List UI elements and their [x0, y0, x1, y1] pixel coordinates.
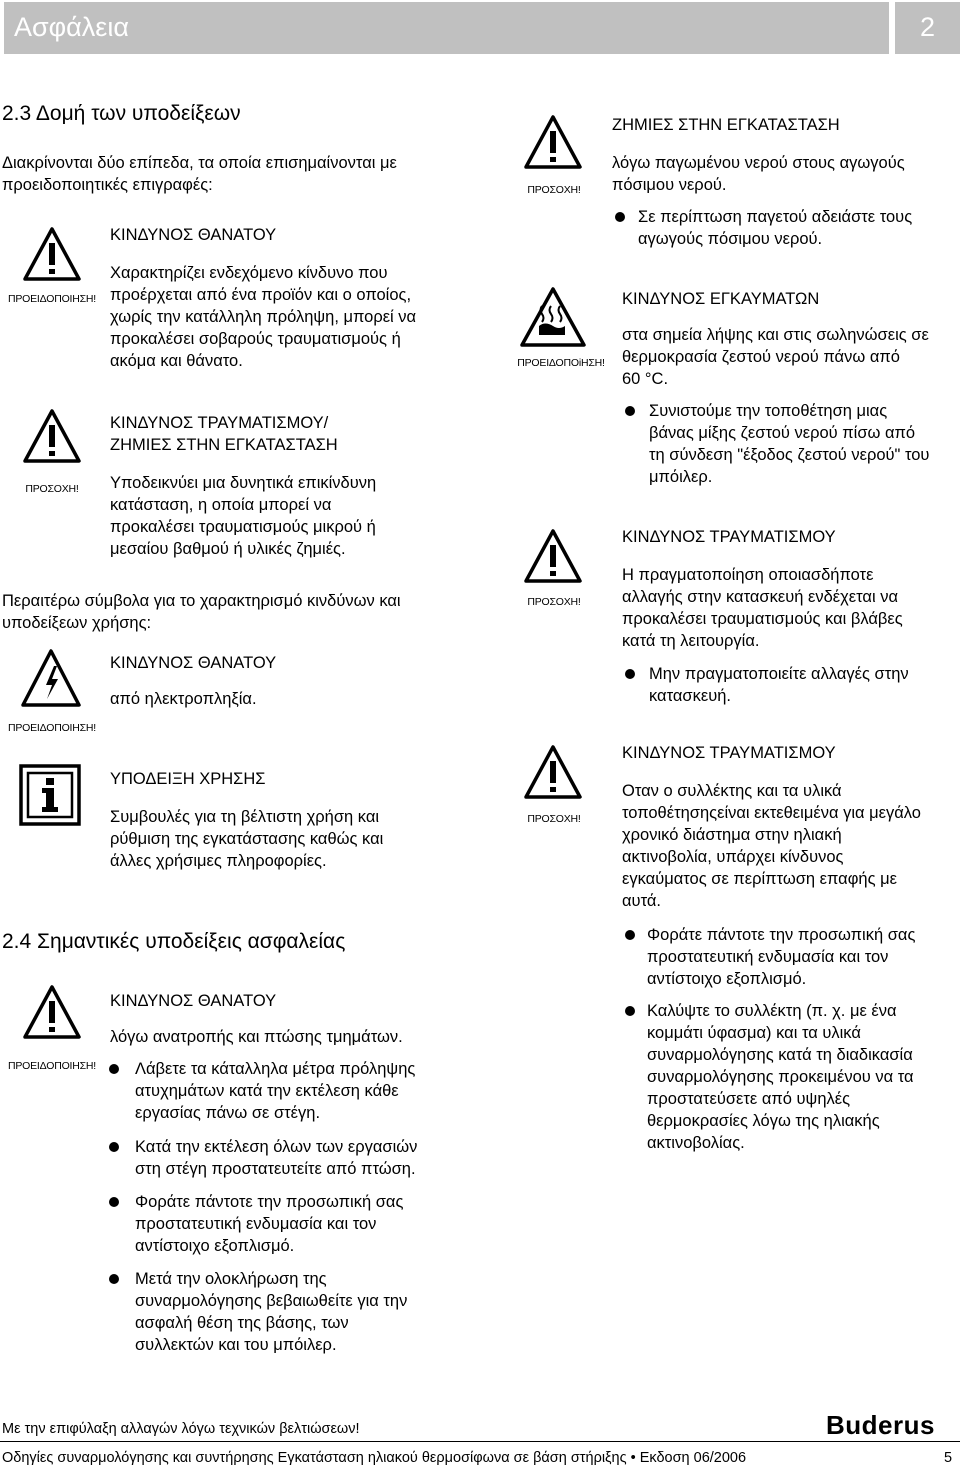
injury2-body-line: ακτινοβολία, υπάρχει κίνδυνος [622, 848, 844, 866]
section-2-4-heading: 2.4 Σημαντικές υποδείξεις ασφαλείας [2, 930, 346, 953]
caution-body-line: κατάσταση, η οποία μπορεί να [110, 496, 332, 514]
injury2-bullet-line: θερμοκρασίες λόγω της ηλιακής [647, 1112, 880, 1130]
caution-body-line: Υποδεικνύει μια δυνητικά επικίνδυνη [110, 474, 377, 492]
warning-triangle-icon [22, 984, 82, 1040]
sec24-bullet-line: εργασίας πάνω σε στέγη. [135, 1104, 321, 1122]
frost-title: ΖΗΜΙΕΣ ΣΤΗΝ ΕΓΚΑΤΑΣΤΑΣΗ [612, 116, 840, 134]
header-title-bar [4, 2, 889, 54]
sec24-bullet-line: Φοράτε πάντοτε την προσωπική σας [135, 1193, 404, 1211]
frost-bullet-line: αγωγούς πόσιμου νερού. [638, 230, 823, 248]
buderus-logo: Buderus [826, 1410, 935, 1440]
injury2-title: ΚΙΝΔΥΝΟΣ ΤΡΑΥΜΑΤΙΣΜΟΥ [622, 744, 836, 762]
sec24-bullet-line: συλλεκτών και του μπόιλερ. [135, 1336, 337, 1354]
warning-triangle-icon [523, 528, 583, 584]
injury2-bullet-line: συναρμολόγησης προκειμένου να τα [647, 1068, 914, 1086]
danger-body-line: χωρίς την κατάλληλη πρόληψη, μπορεί να [110, 308, 417, 326]
injury2-bullet-line: Καλύψτε το συλλέκτη (π. χ. με ένα [647, 1002, 897, 1020]
injury2-signal-word: ΠΡΟΣΟΧΗ! [527, 813, 581, 825]
caution-title-line-2: ΖΗΜΙΕΣ ΣΤΗΝ ΕΓΚΑΤΑΣΤΑΣΗ [110, 436, 338, 454]
burn-title: ΚΙΝΔΥΝΟΣ ΕΓΚΑΥΜΑΤΩΝ [622, 290, 820, 308]
frost-body-line: πόσιμου νερού. [612, 176, 727, 194]
injury1-bullet-line: κατασκευή. [649, 687, 731, 705]
injury2-bullet-line: προστατεύσετε από υψηλές [647, 1090, 851, 1108]
injury2-bullet-line: αντίστοιχο εξοπλισμό. [647, 970, 807, 988]
danger-body-line: ακόμα και θάνατο. [110, 352, 243, 370]
danger-title: ΚΙΝΔΥΝΟΣ ΘΑΝΑΤΟΥ [110, 226, 277, 244]
injury2-bullet-line: προστατευτική ενδυμασία και τον [647, 948, 889, 966]
further-symbols-line-1: Περαιτέρω σύμβολα για το χαρακτηρισμό κινδύνων και [2, 592, 401, 610]
injury2-body-line: Οταν ο συλλέκτης και τα υλικά [622, 782, 842, 800]
bullet-dot [109, 1197, 119, 1207]
burn-bullet-line: Συνιστούμε την τοποθέτηση μιας [649, 402, 888, 420]
chapter-number: 2 [919, 12, 936, 42]
header-chapter-box [895, 2, 960, 54]
injury2-body-line: τοποθέτησηςείναι εκτεθειμένα για μεγάλο [622, 804, 921, 822]
warning-triangle-icon [22, 226, 82, 282]
usage-title: ΥΠΟΔΕΙΞΗ ΧΡΗΣΗΣ [110, 770, 266, 788]
section-2-3-intro-line-2: προειδοποιητικές επιγραφές: [2, 176, 213, 194]
injury2-bullet-line: ακτινοβολίας. [647, 1134, 745, 1152]
burn-bullet-line: μπόιλερ. [649, 468, 713, 486]
caution-title-line-1: ΚΙΝΔΥΝΟΣ ΤΡΑΥΜΑΤΙΣΜΟΥ/ [110, 414, 329, 432]
bullet-dot [109, 1274, 119, 1284]
injury1-body-line: κατά τη λειτουργία. [622, 632, 760, 650]
injury2-body-line: χρονικό διάστημα στην ηλιακή [622, 826, 842, 844]
usage-body-line: ρύθμιση της εγκατάστασης καθώς και [110, 830, 384, 848]
caution-body-line: μεσαίου βαθμού ή υλικές ζημιές. [110, 540, 346, 558]
bullet-dot [625, 930, 635, 940]
bullet-dot [109, 1064, 119, 1074]
warning-triangle-icon [22, 408, 82, 464]
further-symbols-line-2: υποδείξεων χρήσης: [2, 614, 152, 632]
warning-triangle-icon [523, 744, 583, 800]
bullet-dot [615, 212, 625, 222]
sec24-signal-word: ΠΡΟΕΙΔΟΠΟΙΗΣΗ! [7, 1060, 97, 1072]
burn-body-line: στα σημεία λήψης και στις σωληνώσεις σε [622, 326, 929, 344]
sec24-bullet-line: στη στέγη προστατευτείτε από πτώση. [135, 1160, 416, 1178]
sec24-bullet-line: αντίστοιχο εξοπλισμό. [135, 1237, 295, 1255]
sec24-bullet-line: προστατευτική ενδυμασία και τον [135, 1215, 377, 1233]
warning-triangle-icon [523, 114, 583, 170]
usage-body-line: άλλες χρήσιμες πληροφορίες. [110, 852, 327, 870]
injury1-body-line: αλλαγής στην κατασκευή ενδέχεται να [622, 588, 899, 606]
bullet-dot [625, 669, 635, 679]
sec24-bullet-line: Κατά την εκτέλεση όλων των εργασιών [135, 1138, 418, 1156]
sec24-bullet-line: ασφαλή θέση της βάσης, των [135, 1314, 349, 1332]
injury1-signal-word: ΠΡΟΣΟΧΗ! [527, 596, 581, 608]
footer-document-title: Οδηγίες συναρμολόγησης και συντήρησης Εγκατάσταση ηλιακού θερμοσίφωνα σε βάση στήριξης • Εκδοση 06/2006 [2, 1450, 747, 1466]
burn-signal-word: ΠΡΟΕΙΔΟΠΟiΗΣΗ! [517, 357, 605, 369]
injury2-bullet-line: Φοράτε πάντοτε την προσωπική σας [647, 926, 916, 944]
bullet-dot [625, 406, 635, 416]
danger-body-line: προκαλέσει σοβαρούς τραυματισμούς ή [110, 330, 401, 348]
bullet-dot [109, 1142, 119, 1152]
electric-shock-warning-icon [20, 648, 82, 708]
danger-body-line: προέρχεται από ένα προϊόν και ο οποίος, [110, 286, 412, 304]
page-title: Ασφάλεια [14, 12, 129, 42]
frost-bullet-line: Σε περίπτωση παγετού αδειάστε τους [638, 208, 913, 226]
electric-signal-word: ΠΡΟΕΙΔΟΠΟΙΗΣΗ! [7, 722, 97, 734]
burn-body-line: 60 °C. [622, 370, 669, 388]
caution-body-line: προκαλέσει τραυματισμούς μικρού ή [110, 518, 376, 536]
page-number: 5 [944, 1450, 953, 1466]
electric-title: ΚΙΝΔΥΝΟΣ ΘΑΝΑΤΟΥ [110, 654, 277, 672]
sec24-bullet-line: Μετά την ολοκλήρωση της [135, 1270, 327, 1288]
sec24-title: ΚΙΝΔΥΝΟΣ ΘΑΝΑΤΟΥ [110, 992, 277, 1010]
footer-disclaimer: Με την επιφύλαξη αλλαγών λόγω τεχνικών βελτιώσεων! [2, 1421, 360, 1437]
caution-signal-word: ΠΡΟΣΟΧΗ! [25, 483, 79, 495]
burn-bullet-line: τη σύνδεση "έξοδος ζεστού νερού" του [649, 446, 930, 464]
injury2-body-line: αυτά. [622, 892, 661, 910]
info-note-icon [19, 764, 81, 826]
injury2-bullet-line: συναρμολόγησης κατά τη διαδικασία [647, 1046, 913, 1064]
burn-bullet-line: βάνας μίξης ζεστού νερού πίσω από [649, 424, 916, 442]
injury1-bullet-line: Μην πραγματοποιείτε αλλαγές στην [649, 665, 909, 683]
bullet-dot [625, 1006, 635, 1016]
sec24-bullet-line: Λάβετε τα κάταλληλα μέτρα πρόληψης [135, 1060, 416, 1078]
footer-rule [0, 1441, 960, 1442]
frost-body-line: λόγω παγωμένου νερού στους αγωγούς [612, 154, 905, 172]
injury2-body-line: εγκαύματος σε περίπτωση επαφής με [622, 870, 897, 888]
frost-signal-word: ΠΡΟΣΟΧΗ! [527, 184, 581, 196]
danger-signal-word: ΠΡΟΕΙΔΟΠΟΙΗΣΗ! [7, 293, 97, 305]
electric-body: από ηλεκτροπληξία. [110, 690, 257, 708]
section-2-3-heading: 2.3 Δομή των υποδείξεων [2, 102, 241, 125]
injury1-body-line: προκαλέσει τραυματισμούς και βλάβες [622, 610, 903, 628]
danger-body-line: Χαρακτηρίζει ενδεχόμενο κίνδυνο που [110, 264, 388, 282]
sec24-bullet-line: ατυχημάτων κατά την εκτέλεση κάθε [135, 1082, 399, 1100]
injury2-bullet-line: κομμάτι ύφασμα) και τα υλικά [647, 1024, 861, 1042]
injury1-body-line: Η πραγματοποίηση οποιασδήποτε [622, 566, 874, 584]
sec24-bullet-line: συναρμολόγησης βεβαιωθείτε για την [135, 1292, 408, 1310]
usage-body-line: Συμβουλές για τη βέλτιστη χρήση και [110, 808, 380, 826]
sec24-body: λόγω ανατροπής και πτώσης τμημάτων. [110, 1028, 403, 1046]
section-2-3-intro-line-1: Διακρίνονται δύο επίπεδα, τα οποία επισημαίνονται με [2, 154, 397, 172]
hot-water-scald-warning-icon [519, 286, 587, 348]
burn-body-line: θερμοκρασία ζεστού νερού πάνω από [622, 348, 900, 366]
injury1-title: ΚΙΝΔΥΝΟΣ ΤΡΑΥΜΑΤΙΣΜΟΥ [622, 528, 836, 546]
